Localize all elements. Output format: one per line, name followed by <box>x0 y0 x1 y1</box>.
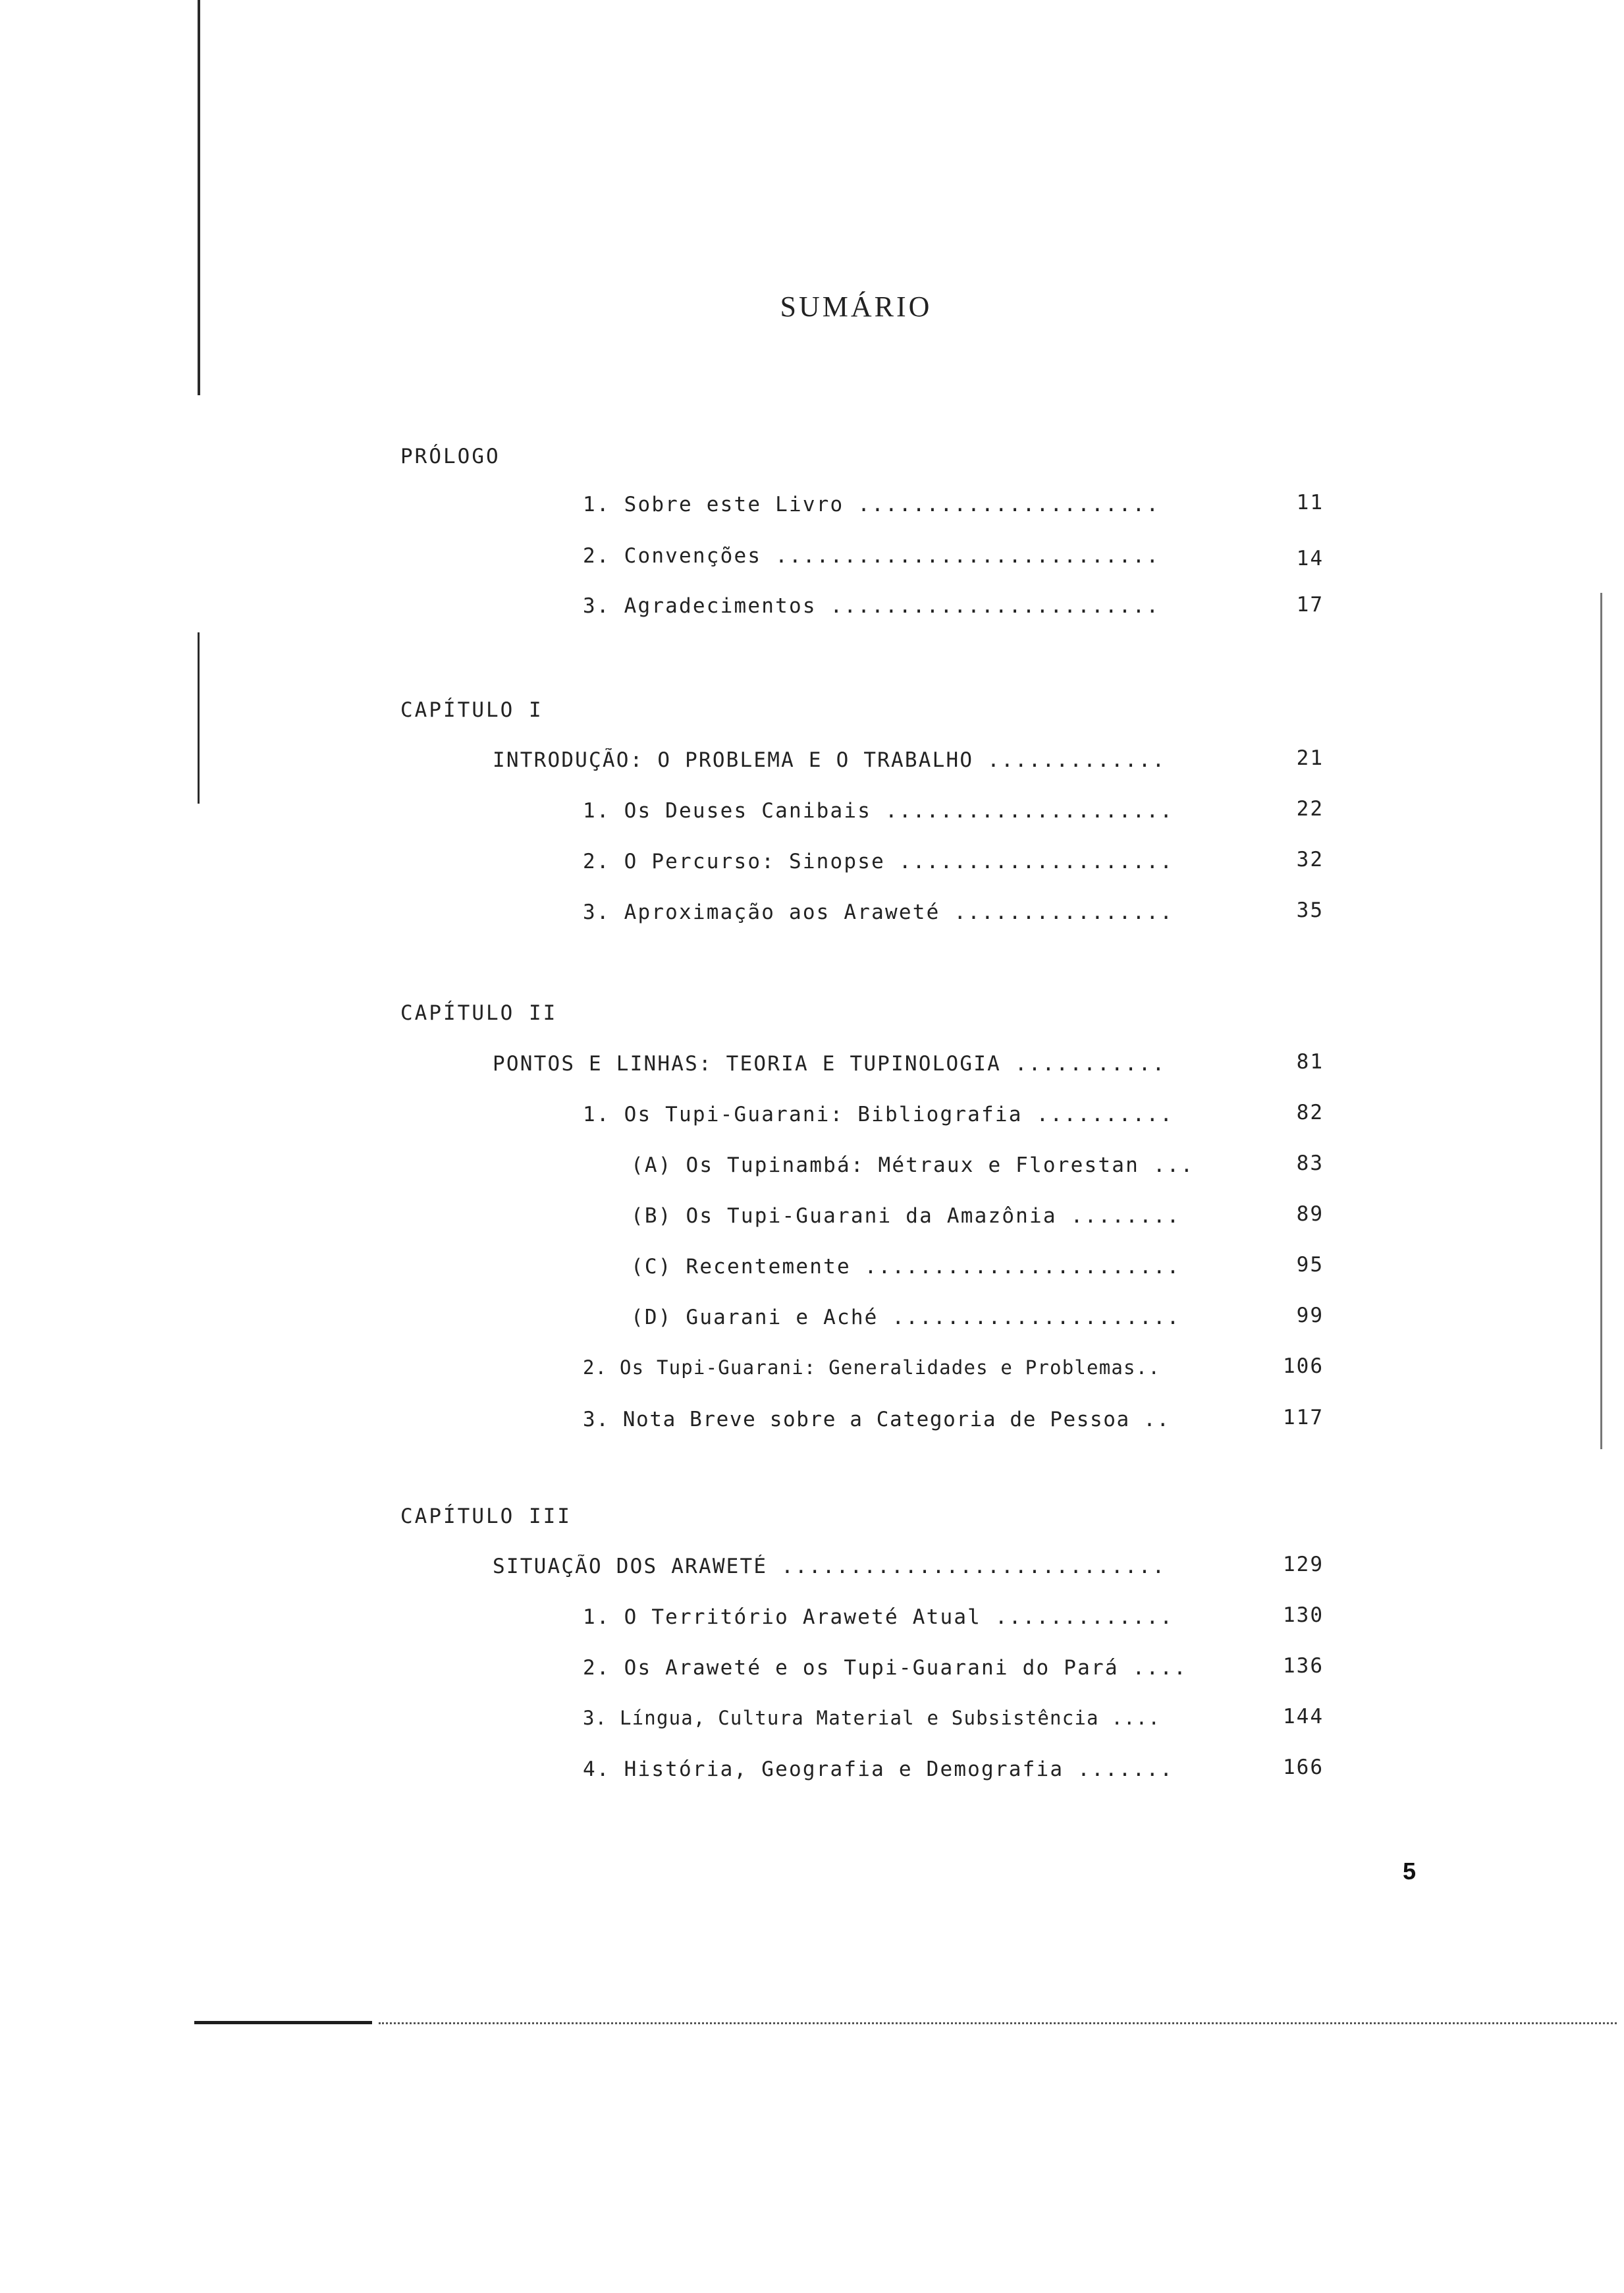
toc-entry-page: 22 <box>1296 797 1324 821</box>
section-heading-capitulo-iii: CAPÍTULO III <box>400 1505 572 1528</box>
toc-entry <box>583 493 1255 516</box>
toc-entry <box>583 1605 1260 1629</box>
toc-entry <box>583 1408 1264 1431</box>
scan-edge-line-left-lower <box>198 632 200 804</box>
toc-entry-label: 4. História, Geografia e Demografia ....... <box>583 1757 1174 1781</box>
toc-entry-label: 3. Agradecimentos ........................ <box>583 594 1160 618</box>
page-number: 5 <box>1403 1858 1417 1885</box>
toc-entry <box>631 1153 1255 1177</box>
scan-edge-line-bottom <box>194 2021 372 2024</box>
toc-entry-label: INTRODUÇÃO: O PROBLEMA E O TRABALHO ............. <box>493 748 1166 772</box>
toc-entry-page: 117 <box>1283 1406 1324 1429</box>
toc-entry-label: (C) Recentemente ....................... <box>631 1255 1181 1279</box>
section-heading-capitulo-i: CAPÍTULO I <box>400 698 543 722</box>
toc-entry-page: 17 <box>1296 593 1324 617</box>
toc-entry-page: 82 <box>1296 1101 1324 1124</box>
toc-entry <box>631 1306 1255 1329</box>
toc-entry <box>493 1555 1260 1578</box>
toc-entry-page: 83 <box>1296 1151 1324 1175</box>
toc-entry <box>583 1656 1260 1680</box>
scan-edge-line-right <box>1600 593 1602 1449</box>
toc-entry <box>583 1356 1264 1379</box>
toc-entry <box>583 850 1255 873</box>
scan-edge-dotted-bottom <box>379 2022 1617 2024</box>
page-title: SUMÁRIO <box>780 290 933 323</box>
toc-entry-page: 89 <box>1296 1202 1324 1226</box>
toc-entry-label: 2. O Percurso: Sinopse .................... <box>583 850 1174 873</box>
toc-entry <box>583 1707 1264 1729</box>
toc-entry <box>583 799 1255 823</box>
toc-entry-page: 14 <box>1296 547 1324 570</box>
toc-entry-label: 1. O Território Araweté Atual ............. <box>583 1605 1174 1629</box>
toc-entry-label: 3. Aproximação aos Araweté ................ <box>583 900 1174 924</box>
toc-entry-page: 136 <box>1283 1654 1324 1678</box>
toc-entry-label: 1. Os Tupi-Guarani: Bibliografia .......... <box>583 1103 1174 1126</box>
toc-entry <box>583 594 1255 618</box>
toc-entry-page: 21 <box>1296 746 1324 770</box>
toc-entry <box>493 748 1255 772</box>
section-heading-prologo: PRÓLOGO <box>400 445 501 468</box>
toc-entry-label: (D) Guarani e Aché ..................... <box>631 1306 1181 1329</box>
toc-entry-page: 129 <box>1283 1553 1324 1576</box>
toc-entry-label: (B) Os Tupi-Guarani da Amazônia ........ <box>631 1204 1181 1228</box>
toc-entry-page: 81 <box>1296 1050 1324 1074</box>
toc-entry <box>583 1757 1260 1781</box>
toc-entry-label: 1. Os Deuses Canibais ..................... <box>583 799 1174 823</box>
toc-entry-page: 95 <box>1296 1253 1324 1277</box>
toc-entry-label: 1. Sobre este Livro ...................... <box>583 493 1160 516</box>
toc-entry-label: 3. Língua, Cultura Material e Subsistência .... <box>583 1707 1160 1729</box>
toc-entry <box>583 544 1255 568</box>
toc-entry-page: 35 <box>1296 898 1324 922</box>
toc-entry-page: 32 <box>1296 848 1324 871</box>
toc-entry-label: (A) Os Tupinambá: Métraux e Florestan ... <box>631 1153 1195 1177</box>
toc-entry <box>583 900 1255 924</box>
toc-entry-label: PONTOS E LINHAS: TEORIA E TUPINOLOGIA ........... <box>493 1052 1166 1076</box>
toc-entry-label: 2. Convenções ............................ <box>583 544 1160 568</box>
scan-edge-line-left <box>198 0 200 395</box>
toc-entry-page: 11 <box>1296 491 1324 514</box>
toc-entry-label: SITUAÇÃO DOS ARAWETÉ ............................ <box>493 1555 1166 1578</box>
toc-entry-label: 2. Os Tupi-Guarani: Generalidades e Problemas.. <box>583 1356 1160 1379</box>
section-heading-capitulo-ii: CAPÍTULO II <box>400 1001 558 1025</box>
toc-entry <box>631 1204 1255 1228</box>
toc-entry-label: 3. Nota Breve sobre a Categoria de Pessoa .. <box>583 1408 1170 1431</box>
toc-entry-page: 106 <box>1283 1354 1324 1378</box>
toc-entry <box>583 1103 1255 1126</box>
toc-entry-page: 144 <box>1283 1705 1324 1728</box>
toc-entry-page: 130 <box>1283 1603 1324 1627</box>
toc-entry-page: 99 <box>1296 1304 1324 1327</box>
toc-entry <box>493 1052 1255 1076</box>
toc-entry-page: 166 <box>1283 1755 1324 1779</box>
toc-entry-label: 2. Os Araweté e os Tupi-Guarani do Pará .... <box>583 1656 1187 1680</box>
toc-entry <box>631 1255 1255 1279</box>
